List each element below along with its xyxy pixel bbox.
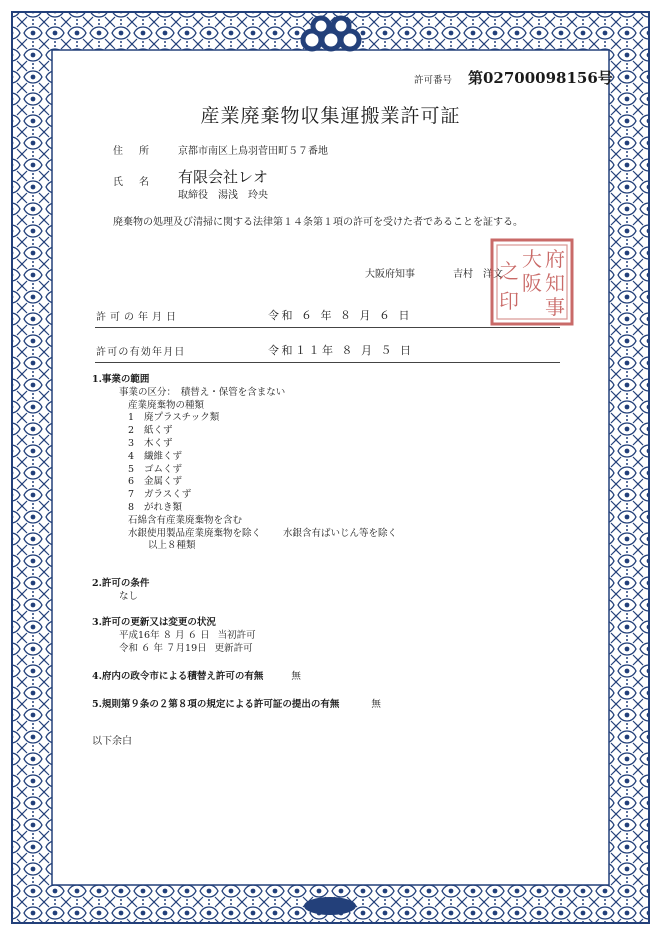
- end-marker: 以下余白: [92, 736, 132, 747]
- list-item: 4 繊維くず: [128, 450, 183, 462]
- section-transfer-permit: [92, 671, 301, 684]
- section-heading: 2.許可の条件: [92, 578, 150, 589]
- seal-char: 府: [545, 247, 565, 271]
- official-seal: [490, 238, 574, 326]
- document-title: 産業廃棄物収集運搬業許可証: [200, 105, 461, 127]
- list-item: 3 木くず: [128, 437, 173, 449]
- seal-char: 阪: [522, 271, 542, 295]
- waste-types-heading: 産業廃棄物の種類: [128, 399, 205, 411]
- section-renewal-history: [92, 617, 256, 655]
- history-row: 令和 ６ 年 ７月19日 更新許可: [119, 642, 253, 654]
- name-label: 氏 名: [113, 177, 152, 188]
- permit-number: 第02700098156号: [468, 69, 613, 87]
- list-item: 8 がれき類: [128, 501, 183, 513]
- permit-date-value: 令和 ６ 年 ８ 月 ６ 日: [268, 309, 412, 322]
- category-total: 以上８種類: [148, 540, 196, 552]
- seal-char: 知: [545, 271, 565, 295]
- section-heading: 3.許可の更新又は変更の状況: [92, 617, 216, 628]
- company-name: 有限会社レオ: [178, 168, 269, 186]
- issuer-name: 吉村 洋文: [453, 269, 503, 280]
- section-submission: [92, 699, 381, 712]
- section-heading: 1.事業の範囲: [92, 374, 150, 385]
- mercury-note: 水銀使用製品産業廃棄物を除く 水銀含有ばいじん等を除く: [128, 527, 398, 539]
- certification-text: 廃棄物の処理及び清掃に関する法律第１４条第１項の許可を受けた者であることを証する。: [113, 217, 523, 228]
- valid-until-label: 許可の有効年月日: [96, 347, 186, 358]
- section-heading: 4.府内の政令市による積替え許可の有無: [92, 671, 264, 682]
- permit-date-label: 許可の年月日: [96, 312, 180, 323]
- list-item: 5 ゴムくず: [128, 463, 183, 475]
- seal-char: 之: [499, 259, 519, 283]
- representative-name: 取締役 湯浅 玲央: [178, 190, 268, 201]
- business-type: 事業の区分： 積替え・保管を含まない: [119, 386, 286, 398]
- history-row: 平成16年 ８ 月 ６ 日 当初許可: [119, 629, 256, 641]
- list-item: 2 紙くず: [128, 425, 173, 437]
- permit-number-label: 許可番号: [414, 75, 453, 86]
- submission-value: 無: [371, 699, 381, 710]
- valid-until-value: 令和１１年 ８ 月 ５ 日: [268, 344, 414, 357]
- transfer-permit-value: 無: [291, 671, 301, 682]
- list-item: 7 ガラスくず: [128, 489, 192, 501]
- section-business-scope: [92, 374, 397, 553]
- conditions-value: なし: [119, 590, 139, 602]
- address-value: 京都市南区上鳥羽菅田町５７番地: [178, 146, 328, 157]
- section-conditions: [92, 578, 149, 604]
- seal-char: 事: [545, 295, 565, 319]
- issuer-title: 大阪府知事: [365, 269, 415, 280]
- list-item: 6 金属くず: [128, 476, 183, 488]
- divider: [95, 362, 560, 363]
- seal-char: 大: [522, 247, 542, 271]
- section-heading: 5.規則第９条の２第８項の規定による許可証の提出の有無: [92, 699, 340, 710]
- address-label: 住 所: [113, 146, 152, 157]
- asbestos-note: 石綿含有産業廃棄物を含む: [128, 514, 243, 526]
- list-item: 1 廃プラスチック類: [128, 412, 220, 424]
- divider: [95, 327, 560, 328]
- seal-char: 印: [499, 289, 519, 313]
